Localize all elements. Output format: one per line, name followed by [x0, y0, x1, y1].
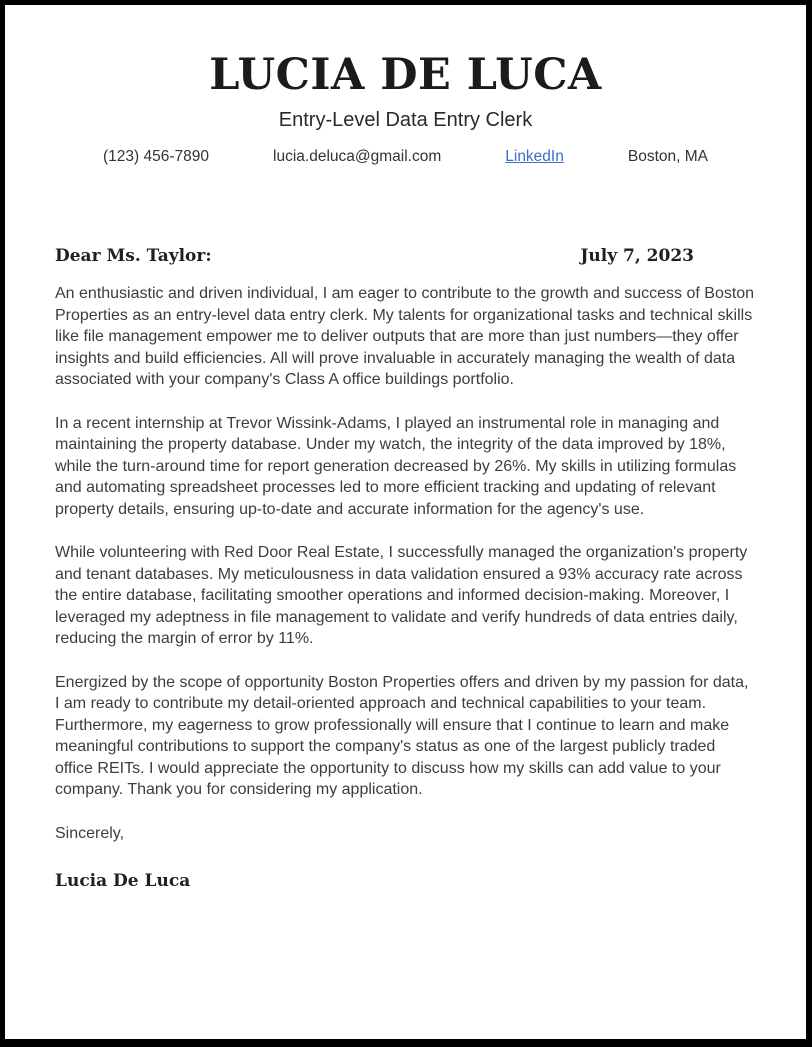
- closing-line: Sincerely,: [55, 824, 125, 842]
- letter-paragraph-internship: In a recent internship at Trevor Wissink-Adams, I played an instrumental role in managing and maintaining the property database. Under my watch, the integrity of the data improved by 18%, while the turn-around time for report generation decreased by 26%. My skills in utilizing formulas and automating spreadsheet processes led to more efficient tracking and updating of relevant property details, ensuring up-to-date and accurate information for the agency's use.: [55, 414, 737, 518]
- letter-paragraph-closing-pitch: Energized by the scope of opportunity Boston Properties offers and driven by my passion for data, I am ready to contribute my detail-oriented approach and technical capabilities to your team. Furthermore, my eagerness to grow professionally will ensure that I continue to learn and make meaningful contributions to support the company's status as one of the largest publicly traded office REITs. I would appreciate the opportunity to discuss how my skills can add value to your company. Thank you for considering my application.: [55, 673, 749, 799]
- letter-paragraph-intro: An enthusiastic and driven individual, I am eager to contribute to the growth and success of Boston Properties as an entry-level data entry clerk. My talents for organizational tasks and technical skills like file management empower me to deliver outputs that are more than just numbers—they offer insights and build efficiencies. All will prove invaluable in accurately managing the wealth of data associated with your company's Class A office buildings portfolio.: [55, 285, 755, 389]
- signature-name: Lucia De Luca: [55, 871, 191, 892]
- candidate-name: LUCIA DE LUCA: [209, 50, 602, 100]
- job-title: Entry-Level Data Entry Clerk: [278, 109, 533, 132]
- letter-paragraph-volunteering: While volunteering with Red Door Real Estate, I successfully managed the organization's property and tenant databases. My meticulousness in data validation ensured a 93% accuracy rate across the entire database, facilitating smoother operations and informed decision-making. Moreover, I leveraged my adeptness in file management to validate and verify hundreds of data entries daily, reducing the margin of error by 11%.: [55, 544, 748, 648]
- letter-body: [5, 246, 806, 891]
- salutation: Dear Ms. Taylor:: [55, 246, 212, 267]
- letter-date: July 7, 2023: [580, 246, 694, 267]
- phone-number: (123) 456-7890: [103, 148, 210, 166]
- email-address: lucia.deluca@gmail.com: [273, 148, 442, 166]
- letter-header: [5, 5, 806, 166]
- linkedin-link[interactable]: LinkedIn: [505, 148, 564, 166]
- contact-bar: [5, 148, 806, 166]
- location-text: Boston, MA: [627, 148, 708, 166]
- salutation-date-row: [55, 246, 756, 266]
